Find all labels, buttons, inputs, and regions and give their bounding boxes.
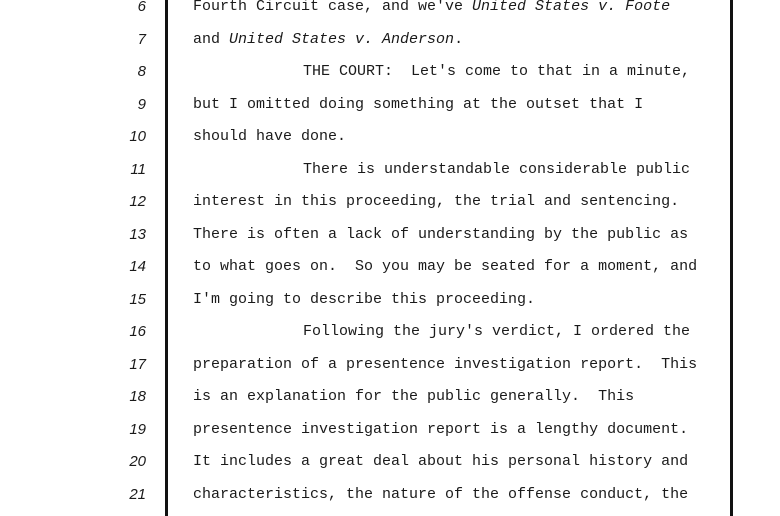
- line-text: There is understandable considerable public: [303, 160, 691, 178]
- transcript-line: [0, 28, 780, 52]
- line-text: Fourth Circuit case, and we've United States v. Foote: [193, 0, 671, 15]
- line-number: 11: [130, 160, 146, 178]
- line-number: 10: [129, 128, 146, 145]
- line-number: 18: [129, 388, 146, 405]
- line-text: but I omitted doing something at the outset that I: [193, 95, 644, 113]
- line-text: interest in this proceeding, the trial and sentencing.: [193, 193, 680, 210]
- transcript-line: [0, 125, 780, 149]
- transcript-line: [0, 353, 780, 377]
- transcript-line: [0, 223, 780, 247]
- line-text: and United States v. Anderson.: [193, 30, 464, 48]
- transcript-line: [0, 288, 780, 312]
- transcript-line: [0, 93, 780, 117]
- line-number: 19: [129, 420, 146, 438]
- transcript-line: [0, 385, 780, 409]
- line-text: Following the jury's verdict, I ordered the: [303, 323, 691, 340]
- transcript-line: [0, 60, 780, 84]
- transcript-line: [0, 483, 780, 507]
- transcript-line: [0, 320, 780, 344]
- transcript-line: [0, 255, 780, 279]
- line-text: should have done.: [193, 128, 347, 145]
- line-number: 21: [129, 485, 146, 503]
- line-number: 9: [137, 95, 146, 113]
- line-text: characteristics, the nature of the offense conduct, the: [193, 485, 689, 503]
- transcript-line: [0, 158, 780, 182]
- transcript-line: [0, 0, 780, 19]
- line-text: is an explanation for the public generally. This: [193, 388, 635, 405]
- line-number: 7: [137, 30, 146, 48]
- transcript-line: [0, 450, 780, 474]
- line-text: presentence investigation report is a lengthy document.: [193, 420, 689, 438]
- case-citation: United States v. Anderson: [229, 30, 455, 48]
- line-number: 20: [129, 453, 146, 470]
- transcript-line: [0, 418, 780, 442]
- line-number: 12: [129, 193, 146, 210]
- line-number: 8: [137, 63, 146, 80]
- line-text: to what goes on. So you may be seated for a moment, and: [193, 258, 698, 275]
- line-number: 17: [129, 355, 146, 373]
- line-number: 15: [129, 290, 146, 308]
- line-text: There is often a lack of understanding by the public as: [193, 225, 689, 243]
- line-text: I'm going to describe this proceeding.: [193, 290, 536, 308]
- transcript-line: [0, 190, 780, 214]
- line-number: 6: [137, 0, 146, 15]
- line-text: It includes a great deal about his personal history and: [193, 453, 689, 470]
- case-citation: United States v. Foote: [472, 0, 671, 15]
- line-number: 14: [129, 258, 146, 275]
- line-text: THE COURT: Let's come to that in a minute,: [303, 63, 691, 80]
- line-number: 16: [129, 323, 146, 340]
- line-text: preparation of a presentence investigation report. This: [193, 355, 698, 373]
- line-number: 13: [129, 225, 146, 243]
